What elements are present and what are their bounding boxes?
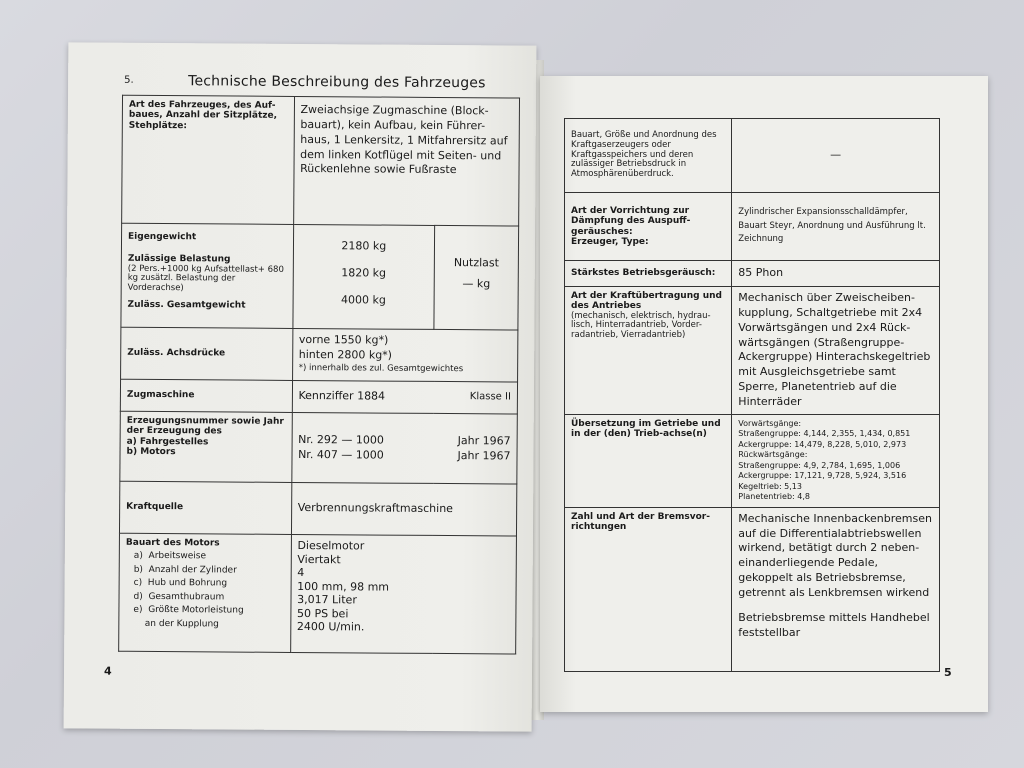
right-page (540, 76, 988, 712)
value-muffler: Zylindrischer Expansionsschalldämpfer, Bauart Steyr, Anordnung und Ausführung lt. Zeichnung (732, 193, 940, 261)
label-engine (119, 533, 291, 652)
left-page (64, 42, 537, 731)
nutzlast-cell (434, 225, 519, 330)
value-serial-nr-b: Nr. 407 — 1000 (298, 447, 384, 462)
engine-item-value: 3,017 Liter (297, 592, 357, 607)
label-noise: Stärkstes Betriebsgeräusch: (565, 261, 732, 287)
label-gas-generator: Bauart, Größe und Anordnung des Kraftgaserzeugers oder Kraftgasspeichers und deren zulässiger Betriebsdruck in Atmosphärenüberdruck. (565, 119, 732, 193)
engine-item-value: 50 PS bei (296, 606, 349, 620)
row-vehicle-type (122, 95, 520, 226)
label-transmission-main: Art der Kraftübertragung und des Antriebes (571, 291, 722, 312)
value-brakes-parking: Betriebsbremse mittels Handhebel feststellbar (738, 610, 930, 639)
label-muffler (565, 193, 732, 261)
engine-labels-list (125, 550, 284, 632)
page-number-left: 4 (103, 664, 112, 678)
engine-item-value: 100 mm, 98 mm (297, 579, 390, 594)
label-nutzlast: Nutzlast (453, 256, 500, 270)
value-serial-jahr-b: Jahr 1967 (457, 448, 511, 462)
engine-item-label: an der Kupplung (133, 618, 219, 630)
label-eigengewicht: Eigengewicht (128, 231, 197, 243)
value-engine-main: Dieselmotor (297, 538, 365, 553)
engine-item-value: 4 (297, 565, 305, 580)
value-weights (292, 224, 434, 329)
value-gear-ratios (732, 414, 940, 507)
label-transmission (565, 287, 732, 415)
value-serial (291, 412, 517, 484)
row-weights (121, 223, 519, 330)
label-serial-main: Erzeugungsnummer sowie Jahr der Erzeugung des (126, 415, 284, 437)
engine-item-value: 2400 U/min. (296, 619, 365, 634)
value-brakes (732, 507, 940, 671)
gear-ratio-line: Straßengruppe: 4,144, 2,355, 1,434, 0,851 (738, 429, 911, 439)
label-power-source: Kraftquelle (119, 481, 291, 534)
label-gear-ratios: Übersetzung im Getriebe und in der (den) Trieb-achse(n) (565, 414, 732, 507)
row-axle-loads (121, 327, 518, 382)
row-gear-ratios (565, 414, 940, 507)
label-brakes: Zahl und Art der Bremsvor-richtungen (565, 507, 732, 671)
value-kennziffer: Kennziffer 1884 (298, 389, 386, 403)
value-transmission: Mechanisch über Zweischeiben-kupplung, Schaltgetriebe mit 2x4 Vorwärtsgängen und 2x4 Rück-wärtsgängen (Straßengruppe-Ackergruppe) Hinterachskegeltrieb mit Ausgleichsgetriebe samt Sperre, Planetentrieb auf die Hinterräder (732, 287, 940, 415)
label-axle-loads: Zuläss. Achsdrücke (121, 327, 293, 380)
row-gas-generator (565, 119, 940, 193)
engine-values-list (297, 552, 510, 634)
row-brakes (565, 507, 940, 671)
row-power-source (119, 481, 516, 536)
value-serial-jahr-a: Jahr 1967 (457, 433, 511, 448)
label-belastung: Zulässige Belastung (127, 254, 231, 265)
value-klasse: Klasse II (469, 391, 511, 403)
note-transmission: (mechanisch, elektrisch, hydrau-lisch, Hinterradantrieb, Vorder-radantrieb, Vierradantrieb) (571, 310, 711, 341)
value-axle-rear: hinten 2800 kg*) (298, 347, 393, 362)
spec-table-left (118, 95, 520, 655)
row-engine (119, 533, 517, 654)
row-muffler (565, 193, 940, 261)
label-engine-main: Bauart des Motors (125, 537, 220, 549)
value-gesamtgewicht: 4000 kg (340, 292, 386, 307)
engine-item-label: e) Größte Motorleistung (133, 605, 244, 616)
gear-ratio-line: Straßengruppe: 4,9, 2,784, 1,695, 1,006 (738, 460, 901, 470)
value-axle-front: vorne 1550 kg*) (298, 332, 389, 347)
gear-ratio-line: Planetentrieb: 4,8 (738, 492, 810, 502)
row-serial (120, 411, 517, 484)
gear-ratio-line: Ackergruppe: 17,121, 9,728, 5,924, 3,516 (738, 471, 907, 481)
engine-item-label: d) Gesamthubraum (133, 591, 225, 603)
row-noise (565, 261, 940, 287)
page-title: Technische Beschreibung des Fahrzeuges (188, 73, 486, 92)
label-gesamtgewicht: Zuläss. Gesamtgewicht (127, 299, 246, 311)
engine-item-value: Viertakt (297, 552, 341, 566)
value-belastung: 1820 kg (341, 266, 387, 280)
value-axle-loads (292, 328, 518, 382)
label-muffler-main: Art der Vorrichtung zur Dämpfung des Auspuff-geräusches: (571, 205, 691, 237)
gear-ratio-line: Ackergruppe: 14,479, 8,228, 5,010, 2,973 (738, 439, 907, 449)
label-weights (121, 223, 293, 328)
value-tractor (292, 380, 518, 414)
value-gas-generator: — (732, 119, 940, 193)
engine-item-label: b) Anzahl der Zylinder (133, 564, 237, 576)
spec-table-right (564, 118, 940, 672)
page-number-right: 5 (944, 666, 952, 679)
label-serial-a: a) Fahrgestelles (126, 436, 209, 448)
section-number: 5. (124, 74, 134, 86)
gear-ratio-line: Rückwärtsgänge: (738, 450, 808, 460)
value-brakes-main: Mechanische Innenbackenbremsen auf die Differentialabtriebswellen wirkend, betätigt durch 2 neben-einanderliegende Pedale, gekoppelt als Betriebsbremse, getrennt als Lenkbremsen wirkend (738, 511, 932, 599)
value-power-source: Verbrennungskraftmaschine (291, 482, 517, 536)
value-serial-nr-a: Nr. 292 — 1000 (298, 432, 384, 447)
row-tractor (120, 379, 517, 414)
note-belastung: (2 Pers.+1000 kg Aufsattellast+ 680 kg zusätzl. Belastung der Vorderachse) (127, 263, 284, 294)
value-vehicle-type: Zweiachsige Zugmaschine (Block-bauart), kein Aufbau, kein Führer-haus, 1 Lenkersitz, 1 Mitfahrersitz auf dem linken Kotflügel mit Seiten- und Rückenlehne sowie Fußraste (293, 96, 519, 226)
row-transmission (565, 287, 940, 415)
note-axle: *) innerhalb des zul. Gesamtgewichtes (298, 362, 464, 374)
engine-item-label: c) Hub und Bohrung (133, 578, 228, 589)
label-serial-b: b) Motors (126, 446, 176, 458)
value-engine (290, 534, 516, 654)
value-noise: 85 Phon (732, 261, 940, 287)
value-nutzlast: — kg (462, 276, 491, 291)
label-serial (120, 411, 292, 482)
gear-ratio-line: Vorwärtsgänge: (738, 418, 802, 428)
label-vehicle-type: Art des Fahrzeuges, des Auf-baues, Anzahl der Sitzplätze, Stehplätze: (122, 95, 294, 224)
label-tractor: Zugmaschine (120, 379, 292, 412)
value-eigengewicht: 2180 kg (341, 239, 387, 253)
gear-ratio-line: Kegeltrieb: 5,13 (738, 481, 802, 491)
label-muffler-maker: Erzeuger, Type: (571, 236, 649, 247)
engine-item-label: a) Arbeitsweise (133, 551, 207, 562)
gear-ratio-lines (738, 419, 933, 503)
